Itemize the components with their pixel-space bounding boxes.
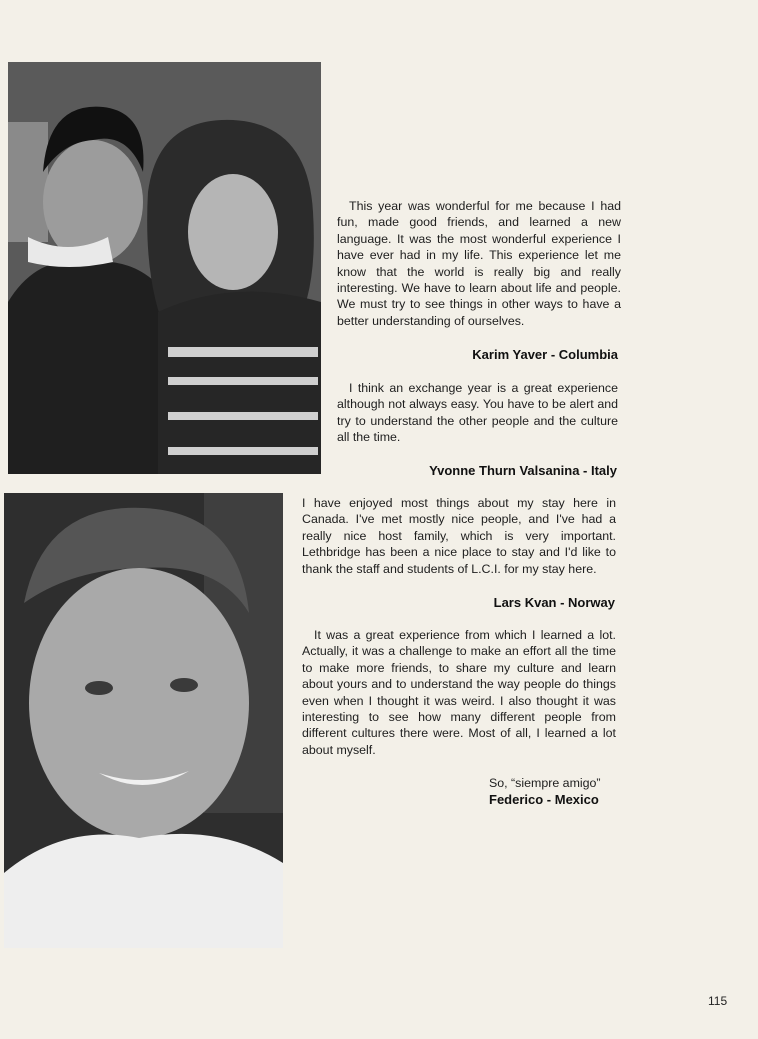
entry-2-text: I think an exchange year is a great experience although not always easy. You have to be alert and try to understand the other people and the culture all the time. xyxy=(337,381,618,445)
entry-1-author: Karim Yaver - Columbia xyxy=(472,347,618,362)
student-portrait-icon xyxy=(4,493,283,948)
entry-4-text: It was a great experience from which I learned a lot. Actually, it was a challenge to make an effort all the time to make more friends, to share my culture and learn about yours and to understand the way people do things even when I thought it was weird. I also thought it was interesting to see how many different people from different cultures there were. Most of all, I learned a lot about myself. xyxy=(302,628,616,757)
entry-3-text: I have enjoyed most things about my stay here in Canada. I've met mostly nice people, and I've had a really nice host family, which is very important. Lethbridge has been a nice place to stay and I'd like to thank the staff and students of L.C.I. for my stay here. xyxy=(302,496,616,576)
page-number: 115 xyxy=(708,994,728,1008)
entry-4-closing: So, “siempre amigo” xyxy=(489,776,601,790)
entry-2-author: Yvonne Thurn Valsanina - Italy xyxy=(429,463,617,478)
two-students-photo xyxy=(8,62,321,474)
entry-3-author: Lars Kvan - Norway xyxy=(493,595,615,610)
two-students-portrait-icon xyxy=(8,62,321,474)
entry-4-author: Federico - Mexico xyxy=(489,792,599,807)
entry-1-text: This year was wonderful for me because I had fun, made good friends, and learned a new language. It was the most wonderful experience I have ever had in my life. This experience let me know that the world is really big and really interesting. We have to learn about life and people. We must try to see things in other ways to have a better understanding of ourselves. xyxy=(337,199,621,328)
student-photo xyxy=(4,493,283,948)
